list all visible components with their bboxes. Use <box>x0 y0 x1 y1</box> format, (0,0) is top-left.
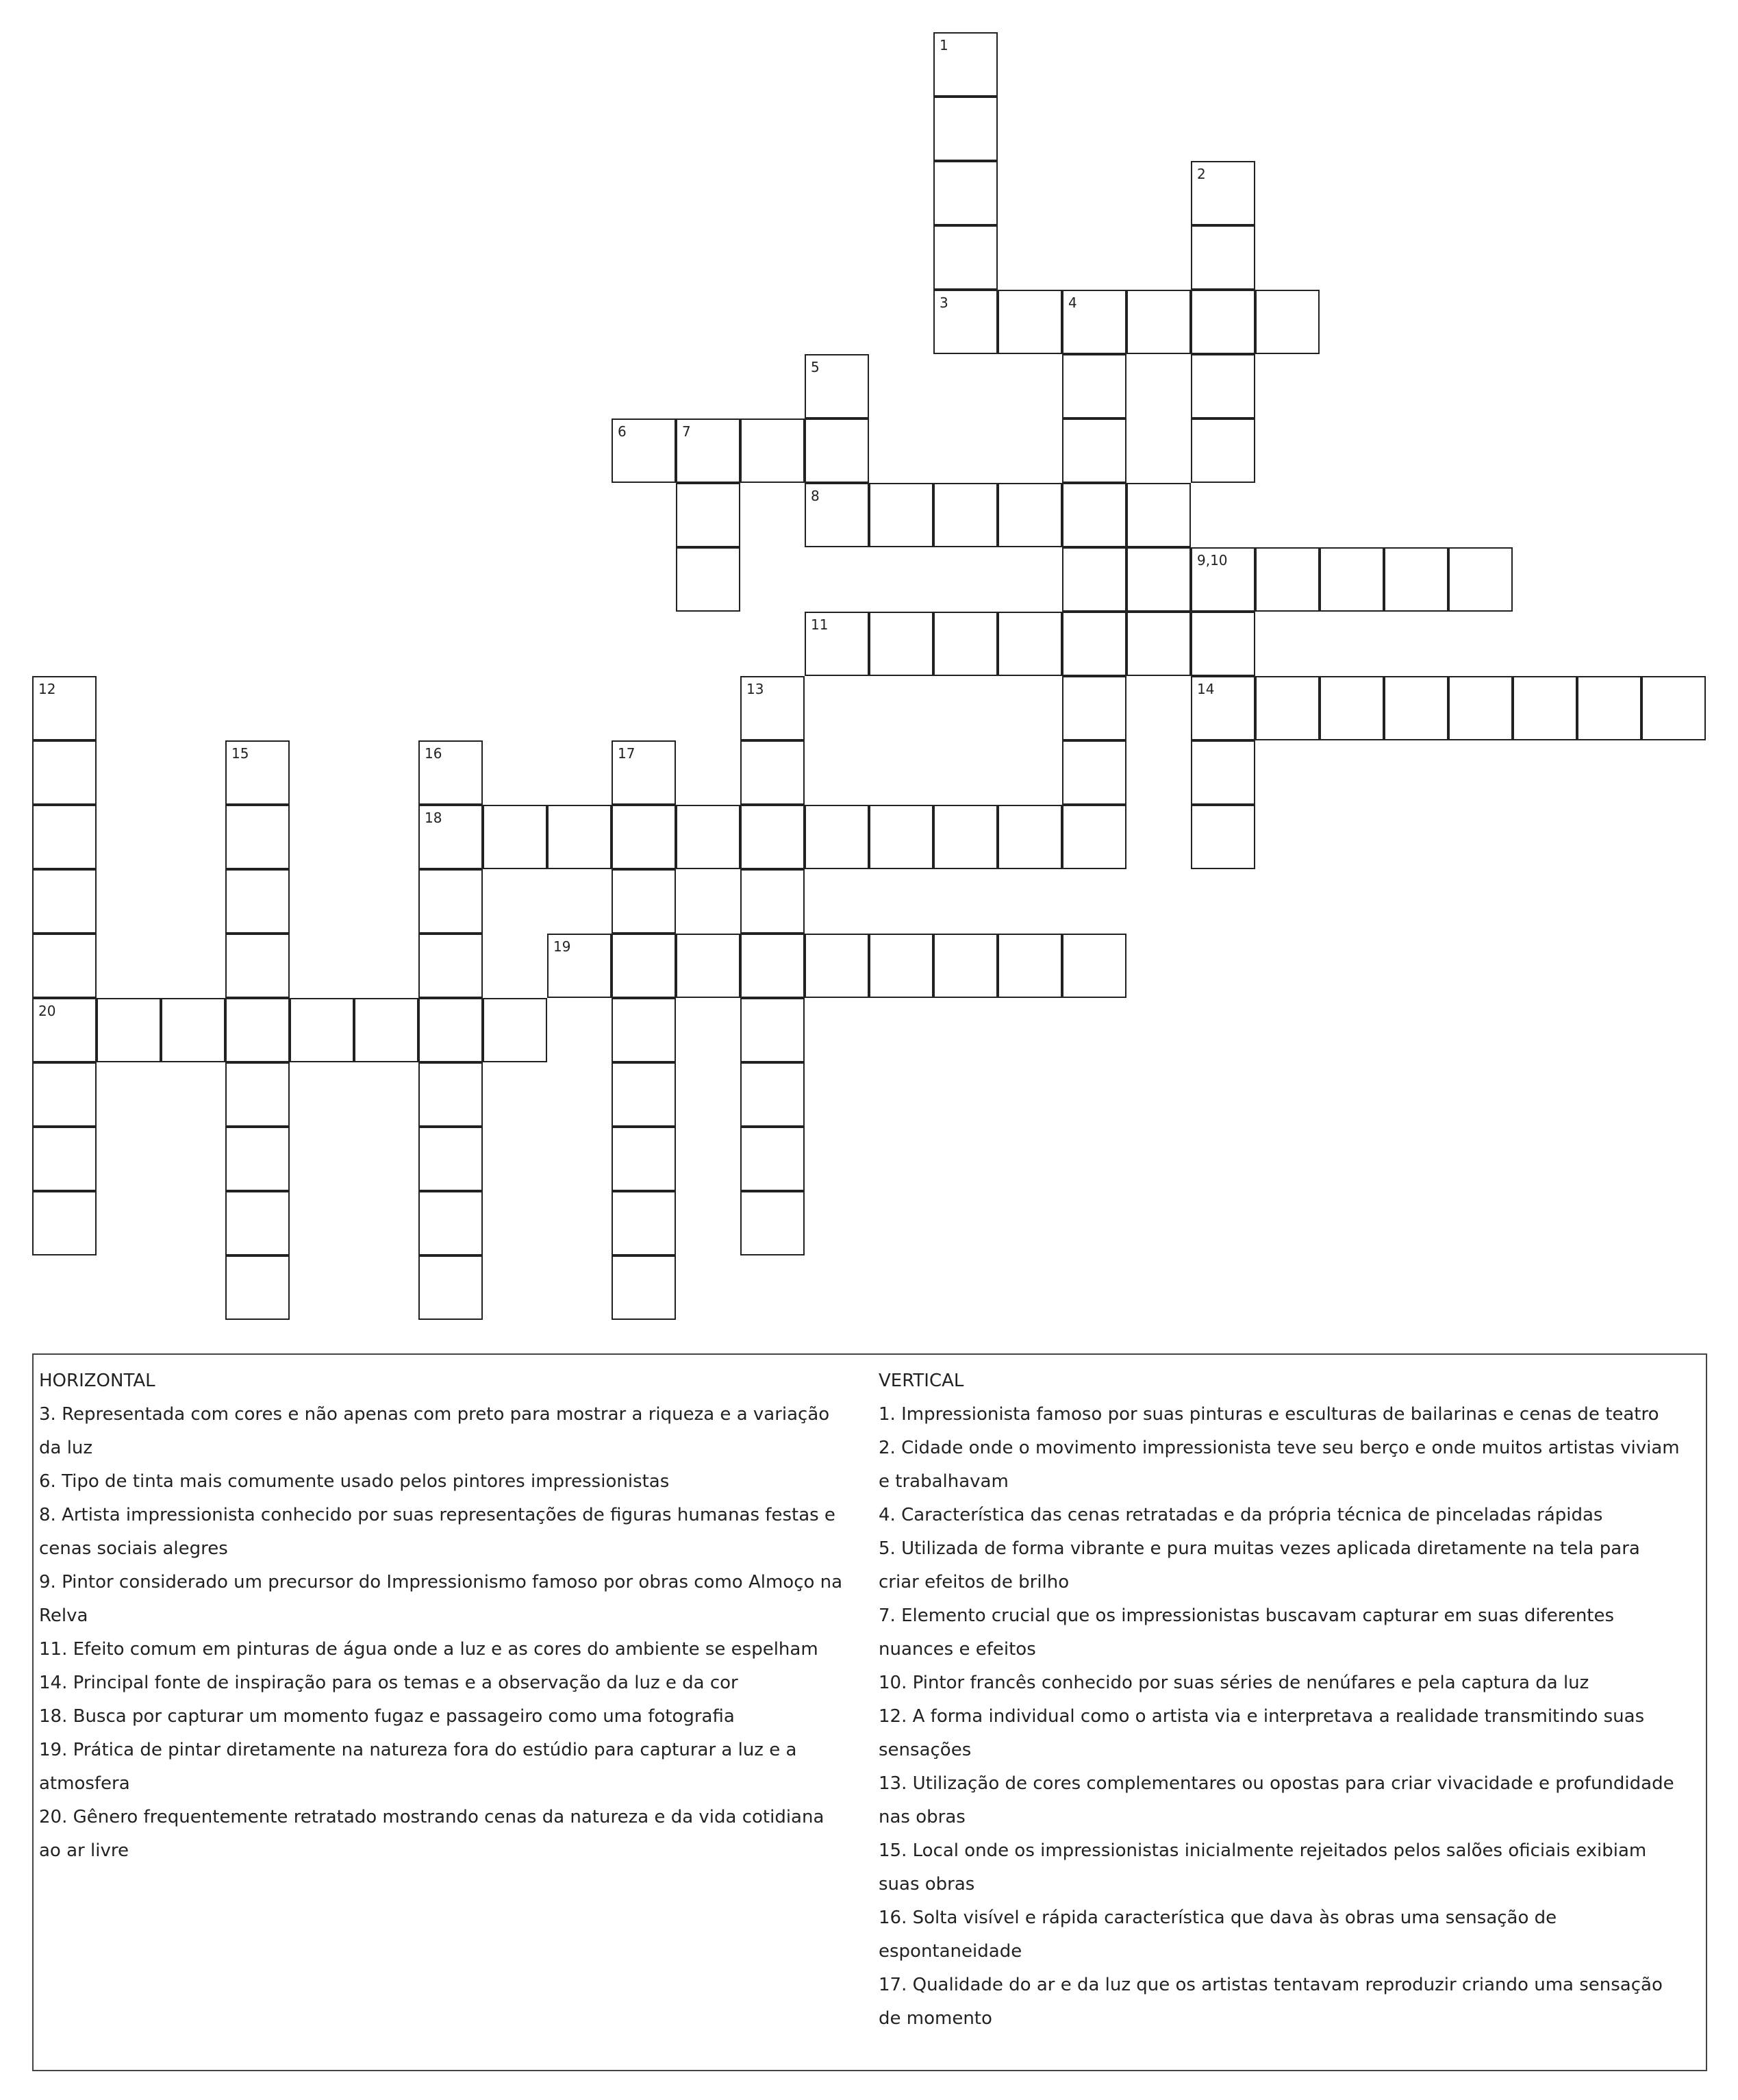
grid-cell[interactable] <box>612 1255 676 1320</box>
clue-line: suas obras <box>879 1874 975 1895</box>
grid-cell[interactable] <box>225 1255 290 1320</box>
grid-cell[interactable] <box>483 998 547 1062</box>
grid-cell[interactable] <box>1191 612 1255 676</box>
grid-cell[interactable] <box>740 934 805 998</box>
grid-cell[interactable] <box>998 612 1062 676</box>
clue-line: 20. Gênero frequentemente retratado mostrando cenas da natureza e da vida cotidiana <box>39 1807 824 1827</box>
grid-cell[interactable] <box>32 1191 97 1255</box>
grid-cell[interactable] <box>483 805 547 869</box>
grid-cell[interactable] <box>418 1255 483 1320</box>
clue-line: 13. Utilização de cores complementares ou opostas para criar vivacidade e profundidade <box>879 1773 1674 1794</box>
grid-cell[interactable] <box>612 1191 676 1255</box>
grid-cell[interactable] <box>161 998 225 1062</box>
grid-cell[interactable] <box>1191 740 1255 805</box>
grid-cell[interactable] <box>933 225 998 290</box>
grid-cell[interactable] <box>805 612 869 676</box>
grid-cell[interactable] <box>1448 547 1513 612</box>
grid-cell[interactable] <box>740 1127 805 1191</box>
clue-number: 4 <box>1068 295 1077 311</box>
grid-cell[interactable] <box>1062 483 1126 547</box>
grid-cell[interactable] <box>1191 805 1255 869</box>
grid-cell[interactable] <box>354 998 418 1062</box>
clue-number: 3 <box>940 295 948 311</box>
grid-cell[interactable] <box>32 1062 97 1127</box>
grid-cell[interactable] <box>418 805 483 869</box>
clue-line: 12. A forma individual como o artista via e interpretava a realidade transmitindo suas <box>879 1706 1645 1727</box>
clue-line: nas obras <box>879 1807 966 1827</box>
grid-cell[interactable] <box>998 934 1062 998</box>
grid-cell[interactable] <box>612 418 676 483</box>
grid-cell[interactable] <box>740 1062 805 1127</box>
grid-cell[interactable] <box>32 869 97 934</box>
grid-cell[interactable] <box>225 805 290 869</box>
grid-cell[interactable] <box>32 805 97 869</box>
grid-cell[interactable] <box>612 1127 676 1191</box>
clue-line: 2. Cidade onde o movimento impressionista teve seu berço e onde muitos artistas viviam <box>879 1438 1680 1458</box>
grid-cell[interactable] <box>1062 547 1126 612</box>
grid-cell[interactable] <box>547 805 612 869</box>
grid-cell[interactable] <box>612 998 676 1062</box>
grid-cell[interactable] <box>1062 934 1126 998</box>
grid-cell[interactable] <box>418 1191 483 1255</box>
grid-cell[interactable] <box>869 612 933 676</box>
grid-cell[interactable] <box>1641 676 1706 740</box>
grid-cell[interactable] <box>1191 290 1255 354</box>
clue-line: nuances e efeitos <box>879 1639 1036 1660</box>
clue-number: 1 <box>940 37 948 53</box>
clue-line: 5. Utilizada de forma vibrante e pura muitas vezes aplicada diretamente na tela para <box>879 1538 1640 1559</box>
grid-cell[interactable] <box>933 161 998 225</box>
grid-cell[interactable] <box>676 418 740 483</box>
grid-cell[interactable] <box>676 805 740 869</box>
clue-number: 11 <box>811 616 829 633</box>
grid-cell[interactable] <box>418 740 483 805</box>
clue-line: da luz <box>39 1438 93 1458</box>
grid-cell[interactable] <box>869 483 933 547</box>
grid-cell[interactable] <box>1126 483 1191 547</box>
grid-cell[interactable] <box>1062 290 1126 354</box>
grid-cell[interactable] <box>225 869 290 934</box>
grid-cell[interactable] <box>225 998 290 1062</box>
grid-cell[interactable] <box>418 934 483 998</box>
horizontal-clues <box>39 1364 888 1868</box>
vertical-clues <box>879 1364 1700 2036</box>
clue-number: 17 <box>618 745 635 762</box>
grid-cell[interactable] <box>933 934 998 998</box>
clue-number: 20 <box>38 1003 56 1019</box>
grid-cell[interactable] <box>1191 354 1255 418</box>
grid-cell[interactable] <box>933 290 998 354</box>
grid-cell[interactable] <box>998 290 1062 354</box>
clue-line: de momento <box>879 2008 992 2029</box>
clue-line: 6. Tipo de tinta mais comumente usado pelos pintores impressionistas <box>39 1471 670 1492</box>
clue-line: 3. Representada com cores e não apenas com preto para mostrar a riqueza e a variação <box>39 1404 830 1425</box>
grid-cell[interactable] <box>1062 612 1126 676</box>
grid-cell[interactable] <box>676 483 740 547</box>
grid-cell[interactable] <box>1448 676 1513 740</box>
grid-cell[interactable] <box>612 869 676 934</box>
clue-number: 14 <box>1197 681 1215 697</box>
clue-line: Relva <box>39 1605 88 1626</box>
grid-cell[interactable] <box>418 869 483 934</box>
grid-cell[interactable] <box>740 676 805 740</box>
clue-line: cenas sociais alegres <box>39 1538 228 1559</box>
grid-cell[interactable] <box>740 740 805 805</box>
clue-number: 15 <box>231 745 249 762</box>
clue-line: e trabalhavam <box>879 1471 1009 1492</box>
clue-line: criar efeitos de brilho <box>879 1572 1070 1592</box>
grid-cell[interactable] <box>418 1062 483 1127</box>
grid-cell[interactable] <box>869 805 933 869</box>
grid-cell[interactable] <box>612 934 676 998</box>
clue-line: 15. Local onde os impressionistas inicialmente rejeitados pelos salões oficiais exibiam <box>879 1840 1647 1861</box>
clue-line: 16. Solta visível e rápida característica que dava às obras uma sensação de <box>879 1908 1557 1928</box>
clue-line: 11. Efeito comum em pinturas de água onde a luz e as cores do ambiente se espelham <box>39 1639 818 1660</box>
clue-line: 10. Pintor francês conhecido por suas séries de nenúfares e pela captura da luz <box>879 1673 1589 1693</box>
clue-line: 18. Busca por capturar um momento fugaz e passageiro como uma fotografia <box>39 1706 735 1727</box>
grid-cell[interactable] <box>290 998 354 1062</box>
clue-line: 14. Principal fonte de inspiração para os temas e a observação da luz e da cor <box>39 1673 738 1693</box>
grid-cell[interactable] <box>676 934 740 998</box>
grid-cell[interactable] <box>676 547 740 612</box>
grid-cell[interactable] <box>805 805 869 869</box>
grid-cell[interactable] <box>1513 676 1577 740</box>
grid-cell[interactable] <box>547 934 612 998</box>
clue-number: 18 <box>425 810 442 826</box>
grid-cell[interactable] <box>1191 225 1255 290</box>
grid-cell[interactable] <box>32 676 97 740</box>
grid-cell[interactable] <box>740 805 805 869</box>
clue-line: 17. Qualidade do ar e da luz que os artistas tentavam reproduzir criando uma sensação <box>879 1975 1663 1995</box>
grid-cell[interactable] <box>32 740 97 805</box>
grid-cell[interactable] <box>933 32 998 97</box>
grid-cell[interactable] <box>1191 161 1255 225</box>
grid-cell[interactable] <box>933 612 998 676</box>
grid-cell[interactable] <box>418 998 483 1062</box>
clue-number: 19 <box>553 938 571 955</box>
clue-number: 12 <box>38 681 56 697</box>
grid-cell[interactable] <box>1255 290 1320 354</box>
clue-line: espontaneidade <box>879 1941 1022 1962</box>
grid-cell[interactable] <box>998 483 1062 547</box>
vertical-clue-list <box>879 1398 1700 2036</box>
grid-cell[interactable] <box>612 805 676 869</box>
clue-line: 9. Pintor considerado um precursor do Impressionismo famoso por obras como Almoço na <box>39 1572 843 1592</box>
grid-cell[interactable] <box>1191 418 1255 483</box>
grid-cell[interactable] <box>1255 547 1320 612</box>
clue-line: sensações <box>879 1740 972 1760</box>
grid-cell[interactable] <box>225 1127 290 1191</box>
grid-cell[interactable] <box>1255 676 1320 740</box>
grid-cell[interactable] <box>805 354 869 418</box>
grid-cell[interactable] <box>32 934 97 998</box>
clues-panel <box>32 1353 1707 2071</box>
grid-cell[interactable] <box>1320 547 1384 612</box>
grid-cell[interactable] <box>740 1191 805 1255</box>
grid-cell[interactable] <box>1062 676 1126 740</box>
grid-cell[interactable] <box>225 1062 290 1127</box>
clue-line: 4. Característica das cenas retratadas e da própria técnica de pinceladas rápidas <box>879 1505 1603 1525</box>
grid-cell[interactable] <box>225 1191 290 1255</box>
grid-cell[interactable] <box>1126 612 1191 676</box>
grid-cell[interactable] <box>32 1127 97 1191</box>
grid-cell[interactable] <box>1062 418 1126 483</box>
clue-line: 1. Impressionista famoso por suas pinturas e esculturas de bailarinas e cenas de teatro <box>879 1404 1659 1425</box>
grid-cell[interactable] <box>612 740 676 805</box>
grid-cell[interactable] <box>805 418 869 483</box>
grid-cell[interactable] <box>225 934 290 998</box>
grid-cell[interactable] <box>1062 740 1126 805</box>
grid-cell[interactable] <box>805 483 869 547</box>
grid-cell[interactable] <box>1191 547 1255 612</box>
grid-cell[interactable] <box>998 805 1062 869</box>
clue-number: 9,10 <box>1197 552 1228 568</box>
grid-cell[interactable] <box>869 934 933 998</box>
grid-cell[interactable] <box>1320 676 1384 740</box>
grid-cell[interactable] <box>1062 805 1126 869</box>
horizontal-clue-list <box>39 1398 888 1868</box>
grid-cell[interactable] <box>933 483 998 547</box>
grid-cell[interactable] <box>97 998 161 1062</box>
clue-number: 13 <box>746 681 764 697</box>
grid-cell[interactable] <box>933 805 998 869</box>
clue-line: ao ar livre <box>39 1840 129 1861</box>
vertical-heading: VERTICAL <box>879 1371 964 1391</box>
grid-cell[interactable] <box>1126 547 1191 612</box>
grid-cell[interactable] <box>740 869 805 934</box>
grid-cell[interactable] <box>32 998 97 1062</box>
horizontal-heading: HORIZONTAL <box>39 1371 155 1391</box>
grid-cell[interactable] <box>740 418 805 483</box>
grid-cell[interactable] <box>1191 676 1255 740</box>
grid-cell[interactable] <box>1062 354 1126 418</box>
clue-number: 16 <box>425 745 442 762</box>
grid-cell[interactable] <box>1384 676 1448 740</box>
clue-line: 8. Artista impressionista conhecido por suas representações de figuras humanas festas e <box>39 1505 835 1525</box>
clue-line: 19. Prática de pintar diretamente na natureza fora do estúdio para capturar a luz e a <box>39 1740 797 1760</box>
grid-cell[interactable] <box>418 1127 483 1191</box>
grid-cell[interactable] <box>1577 676 1641 740</box>
clue-line: atmosfera <box>39 1773 130 1794</box>
grid-cell[interactable] <box>1384 547 1448 612</box>
grid-cell[interactable] <box>1126 290 1191 354</box>
clue-number: 8 <box>811 488 820 504</box>
clue-number: 6 <box>618 423 627 440</box>
clue-number: 7 <box>682 423 691 440</box>
grid-cell[interactable] <box>933 97 998 161</box>
clue-number: 5 <box>811 359 820 375</box>
grid-cell[interactable] <box>225 740 290 805</box>
grid-cell[interactable] <box>805 934 869 998</box>
grid-cell[interactable] <box>612 1062 676 1127</box>
clue-number: 2 <box>1197 166 1206 182</box>
grid-cell[interactable] <box>740 998 805 1062</box>
clue-line: 7. Elemento crucial que os impressionistas buscavam capturar em suas diferentes <box>879 1605 1615 1626</box>
